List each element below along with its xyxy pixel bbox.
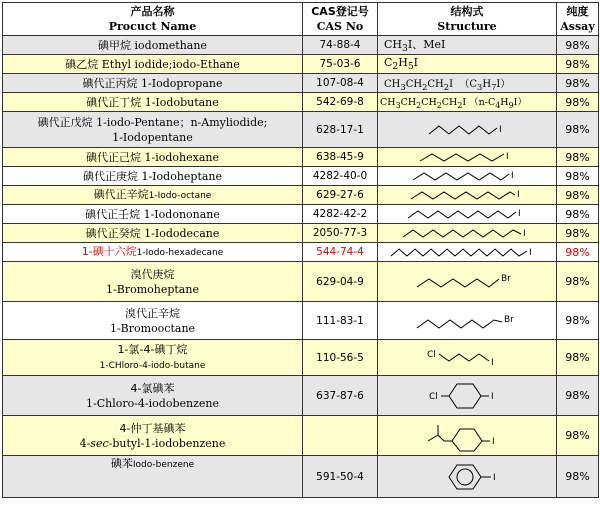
assay: 98% <box>557 224 599 243</box>
table-row <box>3 416 599 456</box>
product-name: 碘代正癸烷 1-Iododecane <box>3 224 303 243</box>
table-row <box>3 243 599 262</box>
svg-text:I: I <box>518 209 521 220</box>
assay: 98% <box>557 148 599 167</box>
structure-diagram <box>378 302 557 340</box>
structure-diagram <box>378 205 557 224</box>
cas-number: 629-27-6 <box>303 186 378 205</box>
header-assay: 纯度 Assay <box>557 3 599 36</box>
product-name: 溴代正辛烷 1-Bromooctane <box>3 302 303 340</box>
svg-text:I: I <box>491 391 494 402</box>
cas-number: 629-04-9 <box>303 262 378 302</box>
structure-diagram <box>378 416 557 456</box>
table-row <box>3 205 599 224</box>
product-name: 碘代正戊烷 1-iodo-Pentane；n-Amyliodide; 1-Iodopentane <box>3 112 303 148</box>
table-row <box>3 456 599 498</box>
table-row <box>3 93 599 112</box>
cas-number: 544-74-4 <box>303 243 378 262</box>
structure: $CH_3I$、MeI <box>378 36 557 55</box>
cas-number: 111-83-1 <box>303 302 378 340</box>
assay: 98% <box>557 456 599 498</box>
structure-diagram <box>378 456 557 498</box>
cas-number: 2050-77-3 <box>303 224 378 243</box>
svg-text:I: I <box>511 171 514 182</box>
product-name: 碘苯Iodo-benzene <box>3 456 303 498</box>
structure-diagram <box>378 186 557 205</box>
header-cas: CAS登记号 CAS No <box>303 3 378 36</box>
table-row <box>3 74 599 93</box>
cas-number: 110-56-5 <box>303 340 378 376</box>
assay: 98% <box>557 112 599 148</box>
assay: 98% <box>557 55 599 74</box>
product-name: 4-仲丁基碘苯 4-sec-butyl-1-iodobenzene <box>3 416 303 456</box>
product-name: 碘代正丁烷 1-Iodobutane <box>3 93 303 112</box>
cas-number: 4282-42-2 <box>303 205 378 224</box>
product-name: 碘代正丙烷 1-Iodopropane <box>3 74 303 93</box>
table-row <box>3 186 599 205</box>
structure-diagram <box>378 376 557 416</box>
svg-text:I: I <box>499 124 502 135</box>
cas-number: 74-88-4 <box>303 36 378 55</box>
svg-text:Cl: Cl <box>429 391 438 402</box>
table-row <box>3 262 599 302</box>
header-product-name: 产品名称 Procuct Name <box>3 3 303 36</box>
cas-number: 4282-40-0 <box>303 167 378 186</box>
cas-number: 591-50-4 <box>303 456 378 498</box>
header-structure: 结构式 Structure <box>378 3 557 36</box>
assay: 98% <box>557 243 599 262</box>
assay: 98% <box>557 416 599 456</box>
assay: 98% <box>557 36 599 55</box>
svg-text:I: I <box>506 152 509 163</box>
assay: 98% <box>557 167 599 186</box>
table-row <box>3 36 599 55</box>
product-name: 碘乙烷 Ethyl iodide;iodo-Ethane <box>3 55 303 74</box>
structure: $C_2H_5I$ <box>378 55 557 74</box>
structure-diagram <box>378 167 557 186</box>
table-row <box>3 148 599 167</box>
svg-text:Br: Br <box>504 314 514 325</box>
product-name: 4-氯碘苯 1-Chloro-4-iodobenzene <box>3 376 303 416</box>
product-name: 碘代正辛烷1-Iodo-octane <box>3 186 303 205</box>
svg-text:I: I <box>491 357 494 368</box>
svg-text:I: I <box>493 472 496 483</box>
product-name: 碘甲烷 iodomethane <box>3 36 303 55</box>
cas-number: 542-69-8 <box>303 93 378 112</box>
svg-text:I: I <box>523 229 526 240</box>
assay: 98% <box>557 93 599 112</box>
assay: 98% <box>557 205 599 224</box>
table-row <box>3 302 599 340</box>
assay: 98% <box>557 340 599 376</box>
table-row <box>3 55 599 74</box>
structure-diagram <box>378 262 557 302</box>
assay: 98% <box>557 302 599 340</box>
header-row <box>3 3 599 36</box>
assay: 98% <box>557 74 599 93</box>
table-row <box>3 112 599 148</box>
structure: $CH_3CH_2CH_2CH_2I$ $(n-C_4H_9I)$ <box>378 93 557 112</box>
product-name: 碘代正己烷 1-iodohexane <box>3 148 303 167</box>
cas-number: 637-87-6 <box>303 376 378 416</box>
structure-diagram <box>378 112 557 148</box>
svg-text:Br: Br <box>501 273 511 284</box>
table-row <box>3 224 599 243</box>
svg-text:Cl: Cl <box>427 349 436 360</box>
assay: 98% <box>557 262 599 302</box>
product-table <box>2 2 599 498</box>
table-row <box>3 340 599 376</box>
structure: $CH_3CH_2CH_2I$ $(C_3H_7I)$ <box>378 74 557 93</box>
svg-text:I: I <box>492 436 495 447</box>
assay: 98% <box>557 186 599 205</box>
cas-number: 75-03-6 <box>303 55 378 74</box>
structure-diagram <box>378 340 557 376</box>
structure-diagram <box>378 224 557 243</box>
svg-text:I: I <box>516 190 520 201</box>
structure-diagram <box>378 243 557 262</box>
cas-number <box>303 416 378 456</box>
assay: 98% <box>557 376 599 416</box>
structure-diagram <box>378 148 557 167</box>
product-name: 1-氯-4-碘丁烷 1-CHloro-4-iodo-butane <box>3 340 303 376</box>
svg-text:I: I <box>529 248 532 259</box>
product-name: 碘代正庚烷 1-Iodoheptane <box>3 167 303 186</box>
table-row <box>3 167 599 186</box>
product-name: 溴代庚烷 1-Bromoheptane <box>3 262 303 302</box>
cas-number: 638-45-9 <box>303 148 378 167</box>
product-name: 1-碘十六烷1-Iodo-hexadecane <box>3 243 303 262</box>
product-name: 碘代正壬烷 1-Iodononane <box>3 205 303 224</box>
table-row <box>3 376 599 416</box>
cas-number: 107-08-4 <box>303 74 378 93</box>
cas-number: 628-17-1 <box>303 112 378 148</box>
